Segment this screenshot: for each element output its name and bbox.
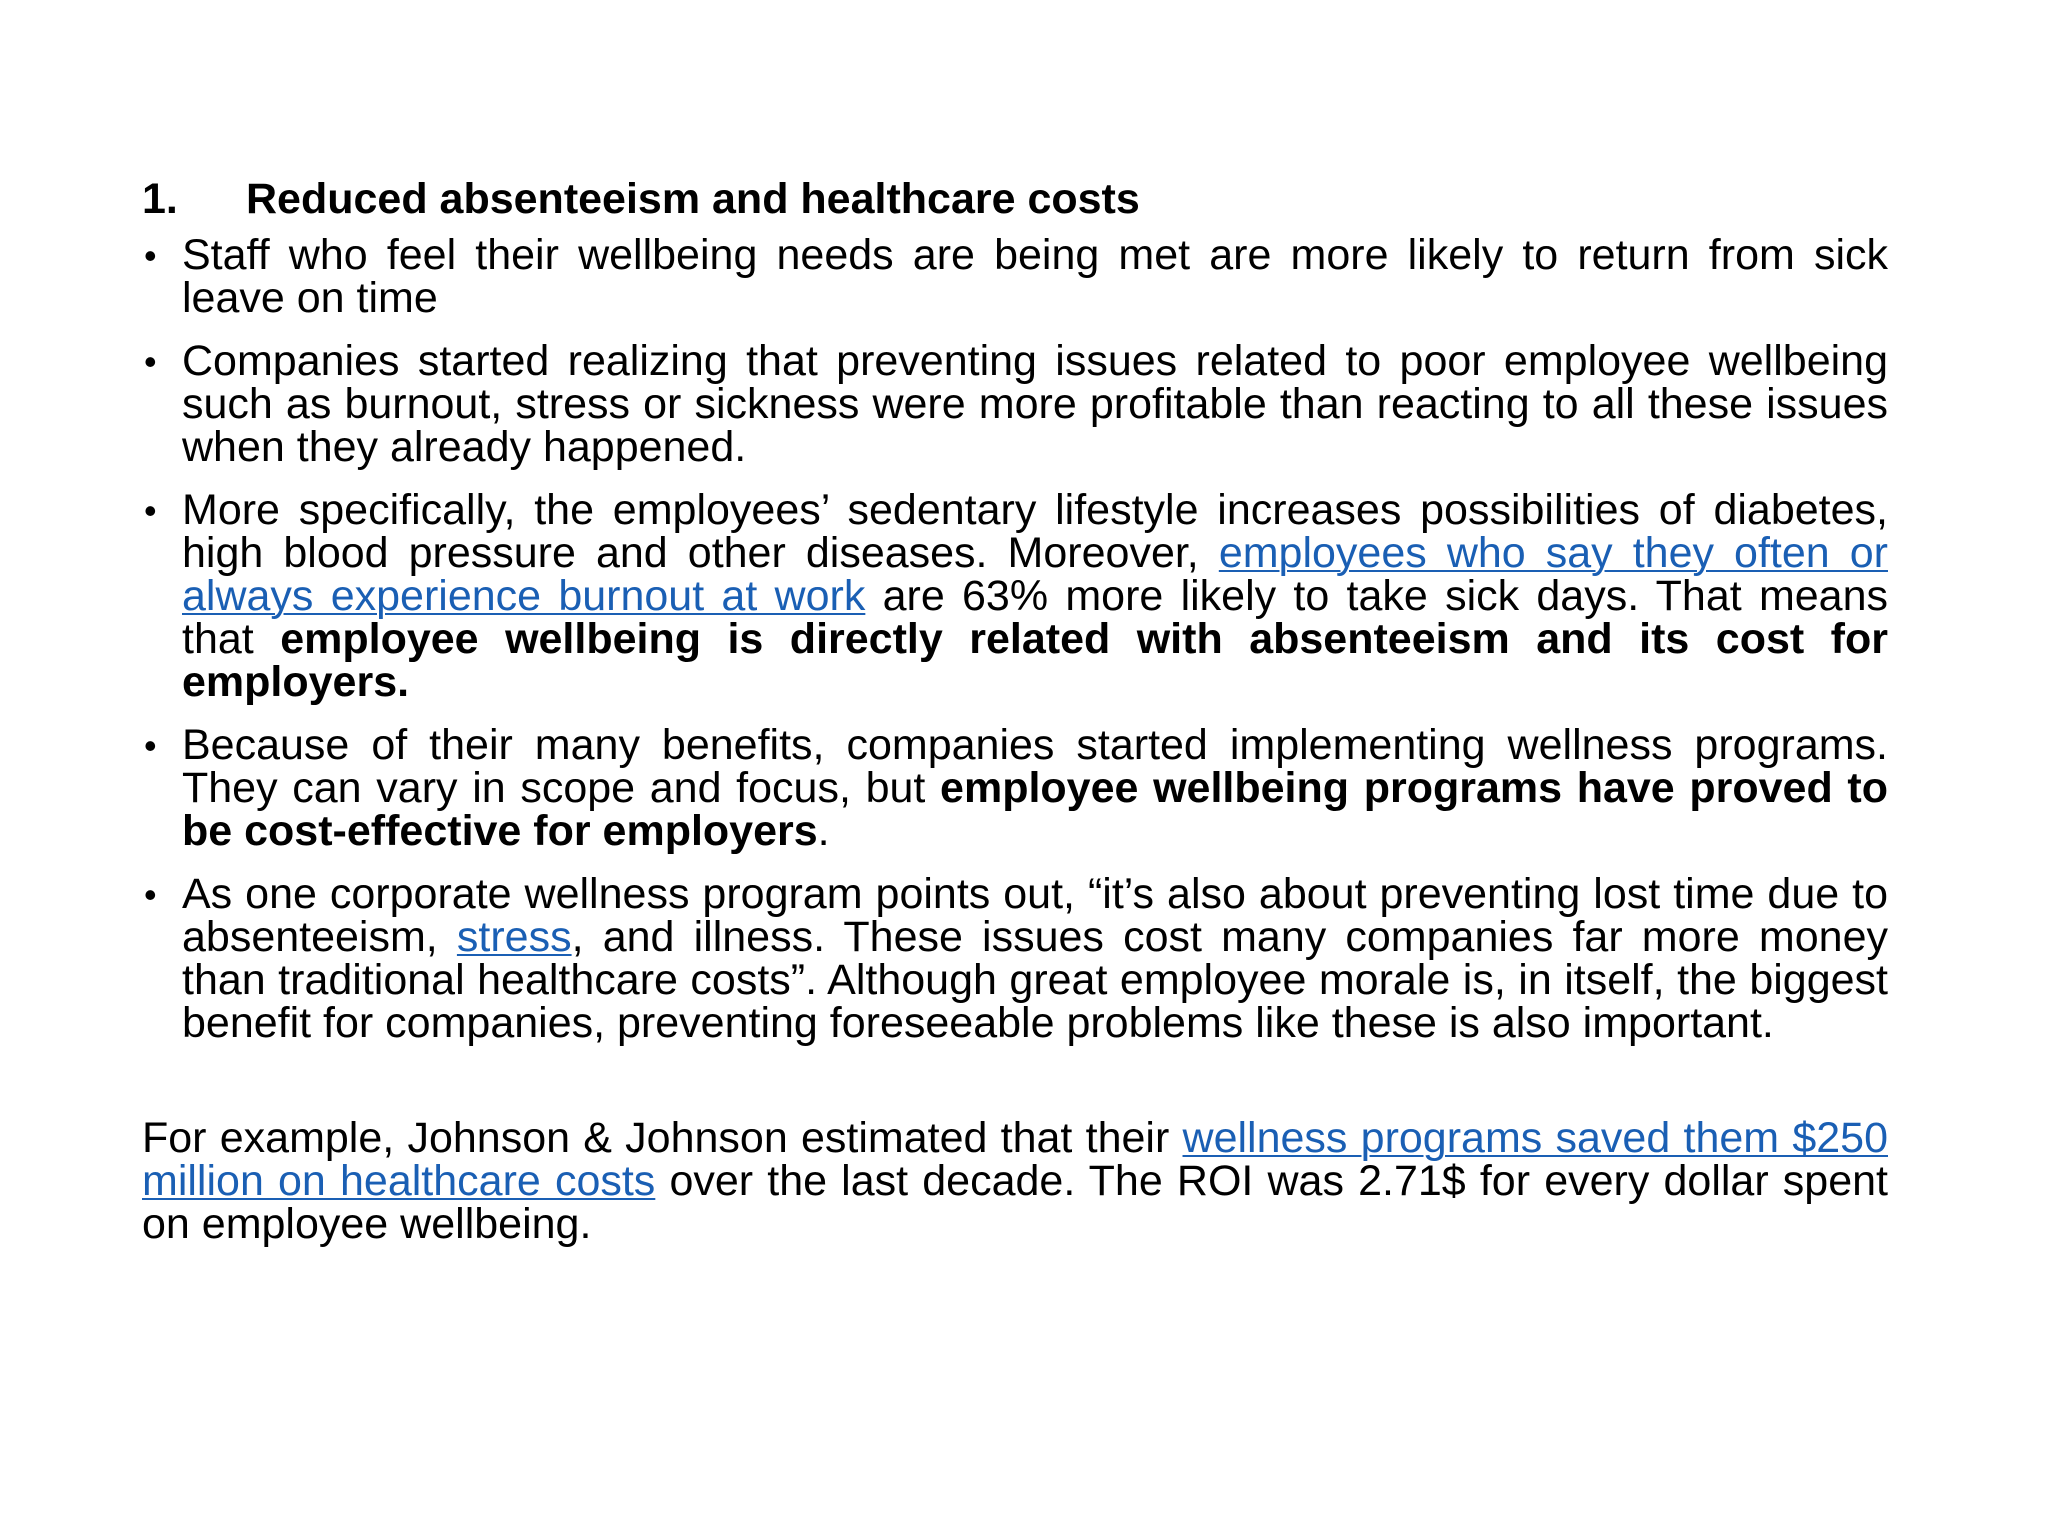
bullet-item-prevention [142,337,1888,471]
bullet-list [142,231,1889,1047]
bullet-text-part2: . [817,807,830,855]
bullet-bold-text: employee wellbeing programs have proved to be cost-effective for employers [182,764,1889,855]
bullet-item-sedentary [142,486,1889,706]
closing-text-part2: over the last decade. The ROI was 2.71$ for every dollar spent on employee wellbeing. [142,1157,1888,1248]
bullet-text-part2: are 63% more likely to take sick days. That means that [182,572,1889,663]
bullet-item-corporate-quote [142,870,1888,1047]
bullet-text-part2: , and illness. These issues cost many companies far more money than traditional healthcare costs”. Although great employee morale is, in itself, the biggest benefit for companies, preventing foreseeable problems like these is also important. [182,913,1888,1047]
heading-number: 1. [142,175,178,223]
bullet-text: Staff who feel their wellbeing needs are being met are more likely to return from sick leave on time [182,231,1888,322]
bullet-item-wellness-programs [142,721,1889,855]
bullet-icon: • [144,874,157,915]
bullet-icon: • [144,490,157,531]
bullet-text-part1: As one corporate wellness program points out, “it’s also about preventing lost time due to absenteeism, [182,870,1888,961]
bullet-icon: • [144,725,157,766]
bullet-item-sick-leave [142,231,1888,322]
stress-link[interactable]: stress [456,913,572,961]
bullet-text-part1: Because of their many benefits, companies started implementing wellness programs. They can vary in scope and focus, but [182,721,1888,812]
wellness-savings-link[interactable]: wellness programs saved them $250 million on healthcare costs [142,1114,1888,1205]
bullet-icon: • [144,235,157,276]
closing-paragraph [142,1114,1888,1248]
bullet-bold-text: employee wellbeing is directly related with absenteeism and its cost for employers. [182,615,1889,706]
closing-text-part1: For example, Johnson & Johnson estimated that their [142,1114,1183,1162]
bullet-text: Companies started realizing that preventing issues related to poor employee wellbeing such as burnout, stress or sickness were more profitable than reacting to all these issues when they already happened. [182,337,1888,471]
slide-content [142,176,1888,1246]
bullet-text-part1: More specifically, the employees’ sedentary lifestyle increases possibilities of diabetes, high blood pressure and other diseases. Moreover, [182,486,1888,577]
bullet-icon: • [144,341,157,382]
burnout-study-link[interactable]: employees who say they often or always experience burnout at work [182,529,1888,620]
section-heading [142,176,1888,222]
heading-title: Reduced absenteeism and healthcare costs [246,175,1140,223]
